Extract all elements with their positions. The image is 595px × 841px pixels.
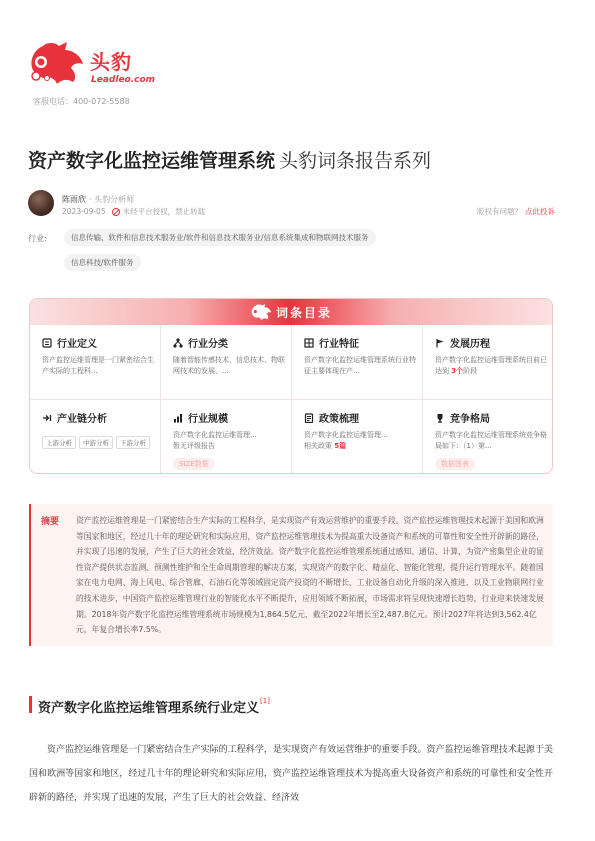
toc-cell-head xyxy=(304,410,359,425)
toc-cell-definition[interactable] xyxy=(30,325,161,400)
industry-label: 行业: xyxy=(28,234,47,243)
toc-cell-classification[interactable] xyxy=(161,325,292,400)
section-title xyxy=(38,697,270,716)
industry-tag[interactable]: 信息科技/软件服务 xyxy=(64,254,141,271)
toc-cell-head xyxy=(435,410,490,425)
toc-title-text: 词条目录 xyxy=(275,305,333,320)
toc-cell-desc-text: 资产数字化监控运维管理系统目前已达到 xyxy=(435,356,547,375)
upstream-tag[interactable]: 上游分析 xyxy=(42,436,76,449)
midstream-tag[interactable]: 中游分析 xyxy=(79,436,113,449)
toc-cell-head xyxy=(42,410,107,425)
report-link[interactable]: 点此投诉 xyxy=(525,207,555,216)
policy-icon xyxy=(304,413,314,423)
copyright-line xyxy=(477,206,555,217)
data-chart-pill[interactable]: 数据图表 xyxy=(435,458,475,470)
chain-icon xyxy=(42,413,52,423)
toc-cell-desc xyxy=(173,430,285,452)
brand-domain: Leadleo.com xyxy=(91,75,156,85)
toc-cell-title: 行业规模 xyxy=(188,414,228,425)
toc-cell-title: 行业分类 xyxy=(188,339,228,350)
leopard-logo-icon xyxy=(250,303,272,321)
trophy-icon xyxy=(435,413,445,423)
book-icon xyxy=(42,338,52,348)
highlight-count: 3个 xyxy=(451,367,464,375)
toc-cell-title: 行业特征 xyxy=(319,339,359,350)
toc-cell-head xyxy=(304,335,359,350)
toc-cell-desc-line: 资产数字化监控运维管理... xyxy=(304,431,388,439)
toc-cell-scale[interactable] xyxy=(161,400,292,474)
toc-cell-title: 竞争格局 xyxy=(450,414,490,425)
chain-tags xyxy=(42,436,150,449)
chart-icon xyxy=(173,413,183,423)
toc-cell-desc: 资产监控运维管理是一门紧密结合生产实际的工程科... xyxy=(42,356,154,375)
section-accent-bar xyxy=(29,696,32,713)
leopard-logo-icon xyxy=(27,40,85,86)
toc-cell-desc-line xyxy=(304,441,416,452)
toc-cell-desc-text: 相关政策 xyxy=(304,442,335,450)
toc-cell-title: 行业定义 xyxy=(57,339,97,350)
toc-cell-title: 政策梳理 xyxy=(319,414,359,425)
copy-notice: 未经平台授权，禁止转载 xyxy=(122,207,206,216)
toc-cell-head xyxy=(42,335,97,350)
toc-cell-features[interactable] xyxy=(292,325,423,400)
hotline-text: 客服电话：400-072-5588 xyxy=(33,97,130,106)
toc-cell-desc: 资产数字化监控运维管理系统行业特征主要体现在产... xyxy=(304,356,416,375)
toc-cell-head xyxy=(435,335,490,350)
report-series: 头豹词条报告系列 xyxy=(279,150,432,172)
meta-line xyxy=(62,206,205,217)
ban-icon xyxy=(112,208,120,216)
toc-cell-desc-line: 暂无评级报告 xyxy=(173,442,215,450)
abstract-box xyxy=(29,504,553,646)
toc-cell-desc-line: 资产数字化监控运维管理... xyxy=(173,431,257,439)
flag-icon xyxy=(435,338,445,348)
highlight-count: 5篇 xyxy=(334,442,347,450)
toc-cell-desc: 随着智能传感技术、信息技术、物联网技术的发展，... xyxy=(173,356,285,375)
abstract-label: 摘要 xyxy=(41,517,60,527)
toc-cell-competition[interactable] xyxy=(423,400,553,474)
toc-cell-desc-text: 阶段 xyxy=(463,367,478,375)
feature-icon xyxy=(304,338,314,348)
brand-name: 头豹 xyxy=(90,50,132,74)
toc-title xyxy=(250,303,332,321)
report-title: 资产数字化监控运维管理系统 xyxy=(28,150,276,172)
author-line xyxy=(62,194,134,205)
category-icon xyxy=(173,338,183,348)
author-name[interactable]: 陈雨欣 xyxy=(62,195,86,204)
copyright-question: 版权有问题？ xyxy=(477,207,522,216)
toc-cell-chain[interactable] xyxy=(30,400,161,474)
size-data-pill[interactable]: SIZE数据 xyxy=(173,458,215,470)
abstract-text: 资产监控运维管理是一门紧密结合生产实际的工程科学，是实现资产有效运营维护的重要手段。资产监控运维管理技术起源于美国和欧洲等国家和地区，经过几十年的理论研究和实际应用，资产监控运维管理技术为提高重大设备资产和系统的可靠性和安全性开辟新的路径，并实现了迅速的发展，产生了巨大的社会效益、经济效益。资产数字化监控运维管理系统通过感知、通信、计算，为资产密集型企业的显性资产提供状态监测、预测性维护和全生命周期管理的解决方案，实现资产的数字化、精益化、智能化管理，提升运行管理水平。随着国家在电力电网、海上风电、综合管廊、石油石化等领域固定资产投资的不断增长、工业设备自动化升级的深入推进，以及工业物联网行业的技术进步，中国资产监控运维管理行业的智能化水平不断提升，应用领域不断拓展，市场需求将呈现快速增长趋势，行业迎来快速发展期。2018年资产数字化监控运维管理系统市场规模为1,864.5亿元，截至2022年增长至2,487.8亿元。预计2027年将达到3,562.4亿元，年复合增长率7.5%。 xyxy=(76,516,544,635)
reference-marker[interactable]: [1] xyxy=(260,697,270,705)
toc-cell-desc xyxy=(435,355,547,377)
toc-cell-title: 发展历程 xyxy=(450,339,490,350)
industry-tag[interactable]: 信息传输、软件和信息技术服务业/软件和信息技术服务业/信息系统集成和物联网技术服务 xyxy=(64,229,376,246)
section-body: 资产监控运维管理是一门紧密结合生产实际的工程科学，是实现资产有效运营维护的重要手段。资产监控运维管理技术起源于美国和欧洲等国家和地区，经过几十年的理论研究和实际应用，资产监控运维管理技术为提高重大设备资产和系统的可靠性和安全性开辟新的路径，并实现了迅速的发展，产生了巨大的社会效益、经济效 xyxy=(29,745,553,803)
toc-cell-head xyxy=(173,335,228,350)
toc-cell-desc: 资产数字化监控运维管理系统竞争格局如下：（1）第... xyxy=(435,431,547,450)
author-avatar xyxy=(28,190,54,216)
downstream-tag[interactable]: 下游分析 xyxy=(116,436,150,449)
publish-date: 2023-09-05 xyxy=(62,207,106,216)
page-title xyxy=(28,146,431,173)
toc-cell-history[interactable] xyxy=(423,325,553,400)
toc-cell-title: 产业链分析 xyxy=(57,414,107,425)
toc-cell-policy[interactable] xyxy=(292,400,423,474)
toc-cell-desc xyxy=(304,430,416,452)
section-title-text: 资产数字化监控运维管理系统行业定义 xyxy=(38,701,260,716)
toc-panel xyxy=(29,298,553,474)
author-role: · 头豹分析师 xyxy=(89,195,135,204)
toc-cell-head xyxy=(173,410,228,425)
